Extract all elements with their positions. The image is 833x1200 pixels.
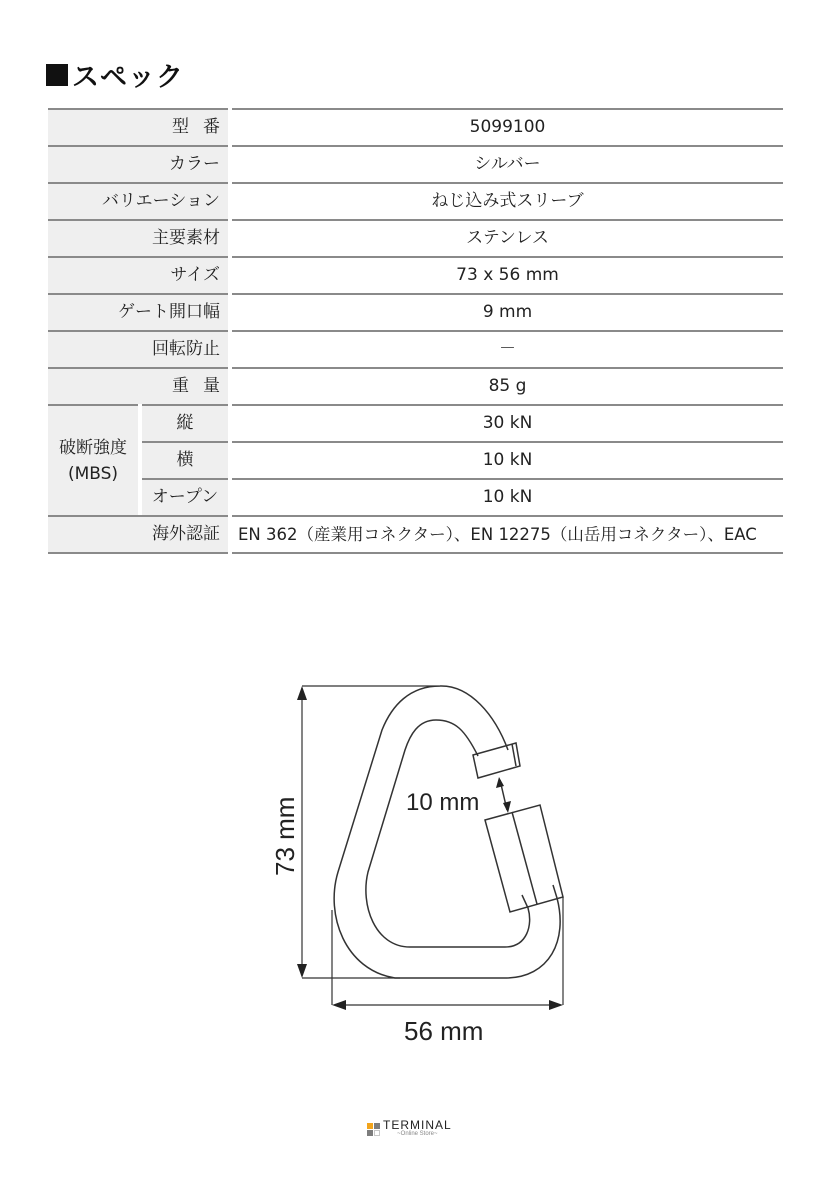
spec-table — [48, 108, 783, 552]
spec-value: シルバー — [232, 145, 783, 182]
spec-row-certification — [48, 515, 783, 552]
spec-value: 10 kN — [232, 478, 783, 515]
spec-label: 主要素材 — [48, 219, 228, 256]
spec-row-mbs-major — [142, 404, 783, 441]
spec-row-color — [48, 145, 783, 182]
width-dimension-label: 56 mm — [404, 1016, 484, 1046]
spec-label: バリエーション — [48, 182, 228, 219]
logo-name: TERMINAL — [383, 1118, 452, 1132]
spec-row-model — [48, 108, 783, 145]
spec-label: 海外認証 — [48, 515, 228, 552]
spec-label-text: 型番 — [172, 117, 234, 137]
spec-row-anti-rotation — [48, 330, 783, 367]
spec-row-mbs-open — [142, 478, 783, 515]
spec-label — [48, 367, 234, 404]
spec-label: ゲート開口幅 — [48, 293, 228, 330]
spec-label: カラー — [48, 145, 228, 182]
carabiner-dimension-diagram — [260, 660, 580, 1060]
spec-row-variation — [48, 182, 783, 219]
spec-value: 30 kN — [232, 404, 783, 441]
mbs-group-label — [48, 404, 138, 515]
logo-tiles-icon — [367, 1123, 380, 1136]
spec-label — [48, 108, 234, 145]
spec-label: 回転防止 — [48, 330, 228, 367]
mbs-label-line2: (MBS) — [67, 463, 119, 484]
spec-row-size — [48, 256, 783, 293]
spec-label-text: 重量 — [172, 376, 234, 396]
spec-value: 9 mm — [232, 293, 783, 330]
spec-row-gate-opening — [48, 293, 783, 330]
spec-value: － — [232, 330, 783, 367]
spec-value: EN 362（産業用コネクター）、EN 12275（山岳用コネクター）、EAC — [232, 515, 783, 552]
section-title — [46, 55, 184, 94]
spec-value: ねじ込み式スリーブ — [232, 182, 783, 219]
spec-value: 73 x 56 mm — [232, 256, 783, 293]
spec-value: 10 kN — [232, 441, 783, 478]
spec-value: 85 g — [232, 367, 783, 404]
height-dimension-label: 73 mm — [270, 796, 300, 876]
terminal-logo — [367, 1120, 452, 1138]
spec-label: サイズ — [48, 256, 228, 293]
gate-dimension-label: 10 mm — [406, 789, 480, 816]
spec-row-material — [48, 219, 783, 256]
spec-label: 縦 — [142, 404, 228, 441]
mbs-label-line1: 破断強度 — [59, 437, 127, 458]
spec-label: オープン — [142, 478, 228, 515]
spec-value: ステンレス — [232, 219, 783, 256]
section-title-text: スペック — [72, 62, 184, 93]
spec-row-weight — [48, 367, 783, 404]
square-bullet-icon — [46, 64, 68, 86]
spec-row-mbs-minor — [142, 441, 783, 478]
spec-label: 横 — [142, 441, 228, 478]
spec-group-mbs — [48, 404, 783, 515]
logo-tagline: ~Online Store~ — [397, 1131, 438, 1137]
spec-value: 5099100 — [232, 108, 783, 145]
